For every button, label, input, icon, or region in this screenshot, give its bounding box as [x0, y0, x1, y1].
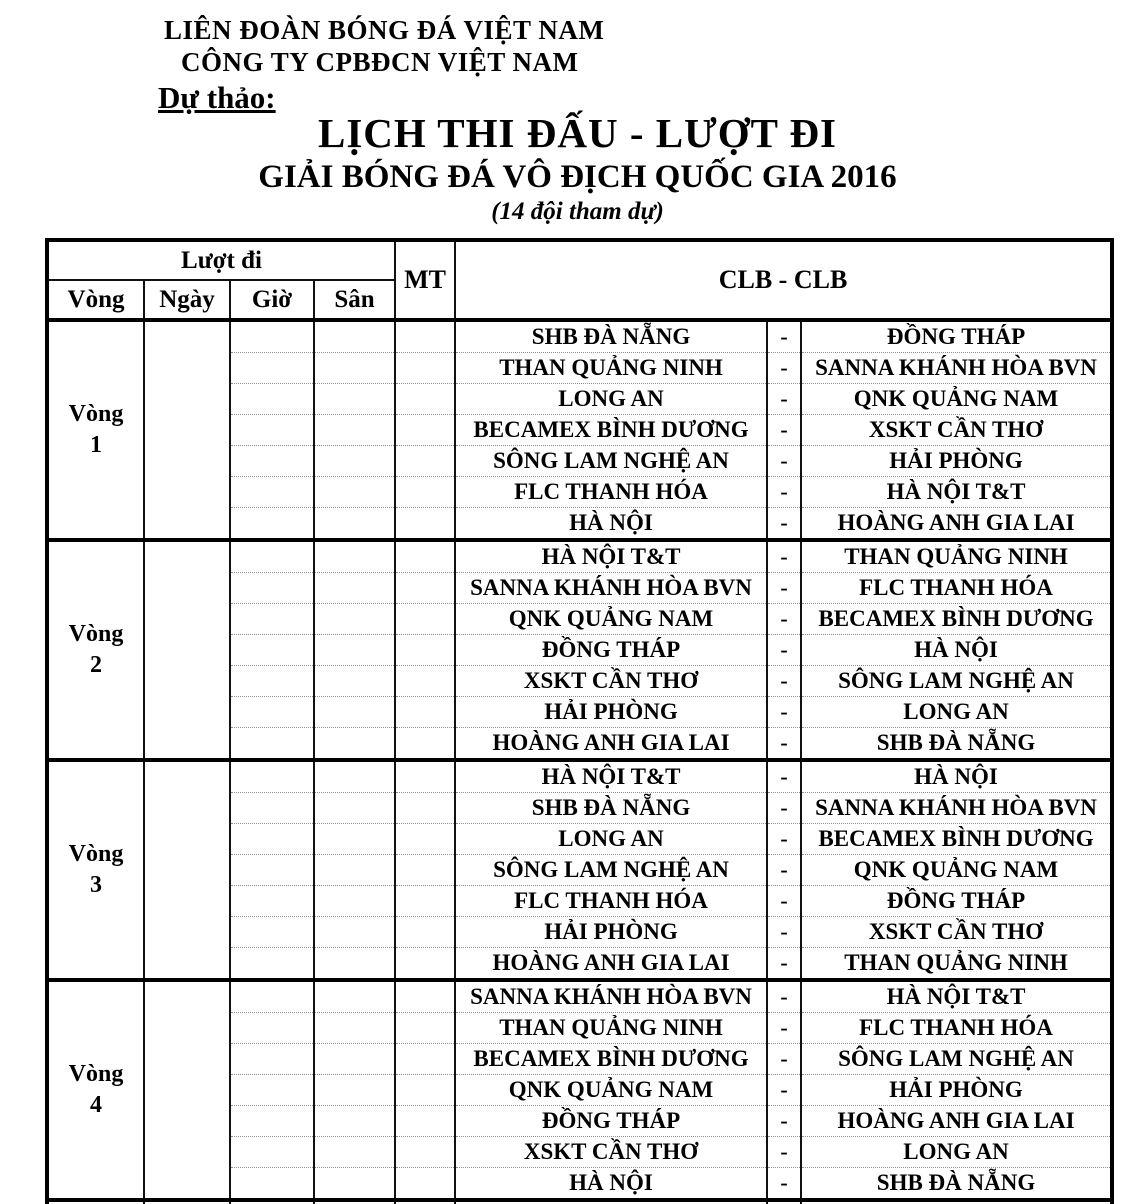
mt-cell	[395, 980, 455, 1013]
time-cell	[230, 980, 314, 1013]
time-cell	[230, 384, 314, 415]
team-separator-cell: -	[767, 446, 801, 477]
away-team-cell: HÀ NỘI T&T	[801, 477, 1112, 508]
match-row	[47, 320, 1112, 353]
home-team-cell: XSKT CẦN THƠ	[455, 666, 767, 697]
mt-cell	[395, 855, 455, 886]
home-team-cell: FLC THANH HÓA	[455, 477, 767, 508]
schedule-title: LỊCH THI ĐẤU - LƯỢT ĐI	[317, 110, 838, 156]
away-team-cell: SÔNG LAM NGHỆ AN	[801, 1044, 1112, 1075]
away-team-cell	[801, 1200, 1112, 1204]
team-separator-cell	[767, 1200, 801, 1204]
mt-header-cell: MT	[395, 240, 455, 320]
match-row	[47, 760, 1112, 793]
away-team-cell: ĐỒNG THÁP	[801, 886, 1112, 917]
team-separator-cell: -	[767, 384, 801, 415]
team-separator-cell: -	[767, 1106, 801, 1137]
team-separator-cell: -	[767, 1075, 801, 1106]
mt-cell	[395, 793, 455, 824]
time-cell	[230, 855, 314, 886]
match-row	[47, 540, 1112, 573]
venue-cell	[314, 635, 395, 666]
time-cell	[230, 1168, 314, 1201]
team-separator-cell: -	[767, 540, 801, 573]
home-team-cell: SHB ĐÀ NẴNG	[455, 793, 767, 824]
venue-cell	[314, 1075, 395, 1106]
mt-cell	[395, 415, 455, 446]
leg-group-header-cell: Lượt đi	[47, 240, 395, 280]
time-cell	[230, 886, 314, 917]
match-row	[47, 980, 1112, 1013]
time-cell	[230, 793, 314, 824]
round-word: Vòng	[68, 620, 124, 647]
date-cell	[144, 1200, 230, 1204]
away-team-cell: FLC THANH HÓA	[801, 1013, 1112, 1044]
team-separator-cell: -	[767, 855, 801, 886]
team-separator-cell: -	[767, 604, 801, 635]
round-number: 2	[90, 652, 102, 678]
mt-cell	[395, 446, 455, 477]
home-team-cell: QNK QUẢNG NAM	[455, 604, 767, 635]
time-cell	[230, 1075, 314, 1106]
team-count-note: (14 đội tham dự)	[491, 198, 664, 225]
away-team-cell: THAN QUẢNG NINH	[801, 948, 1112, 981]
team-separator-cell: -	[767, 793, 801, 824]
round-word: Vòng	[68, 400, 124, 427]
home-team-cell: ĐỒNG THÁP	[455, 635, 767, 666]
time-cell	[230, 415, 314, 446]
away-team-cell: SHB ĐÀ NẴNG	[801, 728, 1112, 761]
home-team-cell: HÀ NỘI	[455, 508, 767, 541]
away-team-cell: QNK QUẢNG NAM	[801, 855, 1112, 886]
team-separator-cell: -	[767, 886, 801, 917]
time-cell	[230, 540, 314, 573]
time-cell	[230, 948, 314, 981]
home-team-cell: LONG AN	[455, 824, 767, 855]
venue-cell	[314, 415, 395, 446]
mt-cell	[395, 1106, 455, 1137]
away-team-cell: HOÀNG ANH GIA LAI	[801, 508, 1112, 541]
away-team-cell: LONG AN	[801, 697, 1112, 728]
clubs-header-cell: CLB - CLB	[455, 240, 1112, 320]
team-separator-cell: -	[767, 1013, 801, 1044]
home-team-cell	[455, 1200, 767, 1204]
tournament-title: GIẢI BÓNG ĐÁ VÔ ĐỊCH QUỐC GIA 2016	[258, 159, 897, 195]
mt-cell	[395, 760, 455, 793]
time-header-cell: Giờ	[230, 280, 314, 320]
round-label-cell	[47, 320, 144, 540]
home-team-cell: HÀ NỘI T&T	[455, 540, 767, 573]
team-separator-cell: -	[767, 1044, 801, 1075]
mt-cell	[395, 1137, 455, 1168]
away-team-cell: HẢI PHÒNG	[801, 446, 1112, 477]
team-separator-cell: -	[767, 508, 801, 541]
home-team-cell: BECAMEX BÌNH DƯƠNG	[455, 1044, 767, 1075]
away-team-cell: HÀ NỘI	[801, 635, 1112, 666]
mt-cell	[395, 1013, 455, 1044]
mt-cell	[395, 320, 455, 353]
mt-cell	[395, 604, 455, 635]
home-team-cell: HÀ NỘI T&T	[455, 760, 767, 793]
venue-cell	[314, 697, 395, 728]
home-team-cell: HOÀNG ANH GIA LAI	[455, 948, 767, 981]
away-team-cell: HOÀNG ANH GIA LAI	[801, 1106, 1112, 1137]
mt-cell	[395, 353, 455, 384]
away-team-cell: XSKT CẦN THƠ	[801, 415, 1112, 446]
draft-label: Dự thảo:	[158, 80, 276, 115]
time-cell	[230, 1137, 314, 1168]
venue-cell	[314, 760, 395, 793]
round-number: 1	[90, 432, 102, 458]
away-team-cell: BECAMEX BÌNH DƯƠNG	[801, 604, 1112, 635]
away-team-cell: HÀ NỘI T&T	[801, 980, 1112, 1013]
mt-cell	[395, 917, 455, 948]
venue-cell	[314, 384, 395, 415]
header-row-group	[47, 240, 1112, 280]
home-team-cell: HOÀNG ANH GIA LAI	[455, 728, 767, 761]
team-separator-cell: -	[767, 980, 801, 1013]
home-team-cell: HẢI PHÒNG	[455, 697, 767, 728]
home-team-cell: THAN QUẢNG NINH	[455, 353, 767, 384]
venue-cell	[314, 1013, 395, 1044]
round-label-cell	[47, 1200, 144, 1204]
team-separator-cell: -	[767, 1137, 801, 1168]
time-cell	[230, 446, 314, 477]
partial-next-round-row	[47, 1200, 1112, 1204]
time-cell	[230, 573, 314, 604]
date-cell	[144, 320, 230, 540]
mt-cell	[395, 948, 455, 981]
team-separator-cell: -	[767, 320, 801, 353]
mt-cell	[395, 666, 455, 697]
round-word: Vòng	[68, 840, 124, 867]
venue-cell	[314, 508, 395, 541]
team-separator-cell: -	[767, 1168, 801, 1201]
venue-cell	[314, 917, 395, 948]
home-team-cell: FLC THANH HÓA	[455, 886, 767, 917]
mt-cell	[395, 886, 455, 917]
time-cell	[230, 1044, 314, 1075]
mt-cell	[395, 728, 455, 761]
time-cell	[230, 1106, 314, 1137]
team-separator-cell: -	[767, 824, 801, 855]
away-team-cell: HÀ NỘI	[801, 760, 1112, 793]
team-separator-cell: -	[767, 573, 801, 604]
schedule-table	[45, 238, 1114, 1204]
mt-cell	[395, 1200, 455, 1204]
venue-cell	[314, 886, 395, 917]
away-team-cell: HẢI PHÒNG	[801, 1075, 1112, 1106]
home-team-cell: SANNA KHÁNH HÒA BVN	[455, 573, 767, 604]
away-team-cell: THAN QUẢNG NINH	[801, 540, 1112, 573]
home-team-cell: XSKT CẦN THƠ	[455, 1137, 767, 1168]
date-cell	[144, 980, 230, 1200]
mt-cell	[395, 540, 455, 573]
away-team-cell: ĐỒNG THÁP	[801, 320, 1112, 353]
away-team-cell: QNK QUẢNG NAM	[801, 384, 1112, 415]
away-team-cell: FLC THANH HÓA	[801, 573, 1112, 604]
team-separator-cell: -	[767, 415, 801, 446]
home-team-cell: SHB ĐÀ NẴNG	[455, 320, 767, 353]
away-team-cell: LONG AN	[801, 1137, 1112, 1168]
venue-cell	[314, 477, 395, 508]
mt-cell	[395, 1044, 455, 1075]
mt-cell	[395, 573, 455, 604]
home-team-cell: HẢI PHÒNG	[455, 917, 767, 948]
round-word: Vòng	[68, 1060, 124, 1087]
time-cell	[230, 697, 314, 728]
team-separator-cell: -	[767, 635, 801, 666]
mt-cell	[395, 697, 455, 728]
time-cell	[230, 604, 314, 635]
mt-cell	[395, 1168, 455, 1201]
away-team-cell: XSKT CẦN THƠ	[801, 917, 1112, 948]
away-team-cell: SANNA KHÁNH HÒA BVN	[801, 353, 1112, 384]
home-team-cell: QNK QUẢNG NAM	[455, 1075, 767, 1106]
mt-cell	[395, 635, 455, 666]
venue-cell	[314, 1168, 395, 1201]
home-team-cell: ĐỒNG THÁP	[455, 1106, 767, 1137]
venue-cell	[314, 1106, 395, 1137]
team-separator-cell: -	[767, 477, 801, 508]
time-cell	[230, 824, 314, 855]
time-cell	[230, 917, 314, 948]
org-name-line1: LIÊN ĐOÀN BÓNG ĐÁ VIỆT NAM	[164, 15, 605, 45]
time-cell	[230, 666, 314, 697]
away-team-cell: BECAMEX BÌNH DƯƠNG	[801, 824, 1112, 855]
time-cell	[230, 635, 314, 666]
venue-cell	[314, 573, 395, 604]
time-cell	[230, 477, 314, 508]
venue-cell	[314, 446, 395, 477]
away-team-cell: SHB ĐÀ NẴNG	[801, 1168, 1112, 1201]
time-cell	[230, 353, 314, 384]
mt-cell	[395, 508, 455, 541]
team-separator-cell: -	[767, 760, 801, 793]
mt-cell	[395, 477, 455, 508]
time-cell	[230, 320, 314, 353]
mt-cell	[395, 824, 455, 855]
mt-cell	[395, 384, 455, 415]
venue-cell	[314, 793, 395, 824]
venue-cell	[314, 948, 395, 981]
venue-cell	[314, 1044, 395, 1075]
team-separator-cell: -	[767, 666, 801, 697]
date-cell	[144, 760, 230, 980]
team-separator-cell: -	[767, 948, 801, 981]
time-cell	[230, 760, 314, 793]
time-cell	[230, 1200, 314, 1204]
round-label-cell	[47, 760, 144, 980]
venue-cell	[314, 540, 395, 573]
time-cell	[230, 1013, 314, 1044]
home-team-cell: BECAMEX BÌNH DƯƠNG	[455, 415, 767, 446]
venue-cell	[314, 1137, 395, 1168]
home-team-cell: LONG AN	[455, 384, 767, 415]
venue-cell	[314, 353, 395, 384]
venue-cell	[314, 1200, 395, 1204]
team-separator-cell: -	[767, 697, 801, 728]
away-team-cell: SANNA KHÁNH HÒA BVN	[801, 793, 1112, 824]
round-number: 4	[90, 1092, 102, 1118]
venue-cell	[314, 666, 395, 697]
mt-cell	[395, 1075, 455, 1106]
round-header-cell: Vòng	[47, 280, 144, 320]
time-cell	[230, 508, 314, 541]
home-team-cell: THAN QUẢNG NINH	[455, 1013, 767, 1044]
home-team-cell: SANNA KHÁNH HÒA BVN	[455, 980, 767, 1013]
home-team-cell: SÔNG LAM NGHỆ AN	[455, 446, 767, 477]
date-cell	[144, 540, 230, 760]
venue-cell	[314, 824, 395, 855]
time-cell	[230, 728, 314, 761]
team-separator-cell: -	[767, 728, 801, 761]
round-number: 3	[90, 872, 102, 898]
venue-cell	[314, 855, 395, 886]
team-separator-cell: -	[767, 917, 801, 948]
date-header-cell: Ngày	[144, 280, 230, 320]
venue-cell	[314, 728, 395, 761]
round-label-cell	[47, 540, 144, 760]
venue-cell	[314, 604, 395, 635]
home-team-cell: SÔNG LAM NGHỆ AN	[455, 855, 767, 886]
venue-header-cell: Sân	[314, 280, 395, 320]
away-team-cell: SÔNG LAM NGHỆ AN	[801, 666, 1112, 697]
venue-cell	[314, 980, 395, 1013]
venue-cell	[314, 320, 395, 353]
team-separator-cell: -	[767, 353, 801, 384]
round-label-cell	[47, 980, 144, 1200]
org-name-line2: CÔNG TY CPBĐCN VIỆT NAM	[181, 47, 579, 77]
home-team-cell: HÀ NỘI	[455, 1168, 767, 1201]
